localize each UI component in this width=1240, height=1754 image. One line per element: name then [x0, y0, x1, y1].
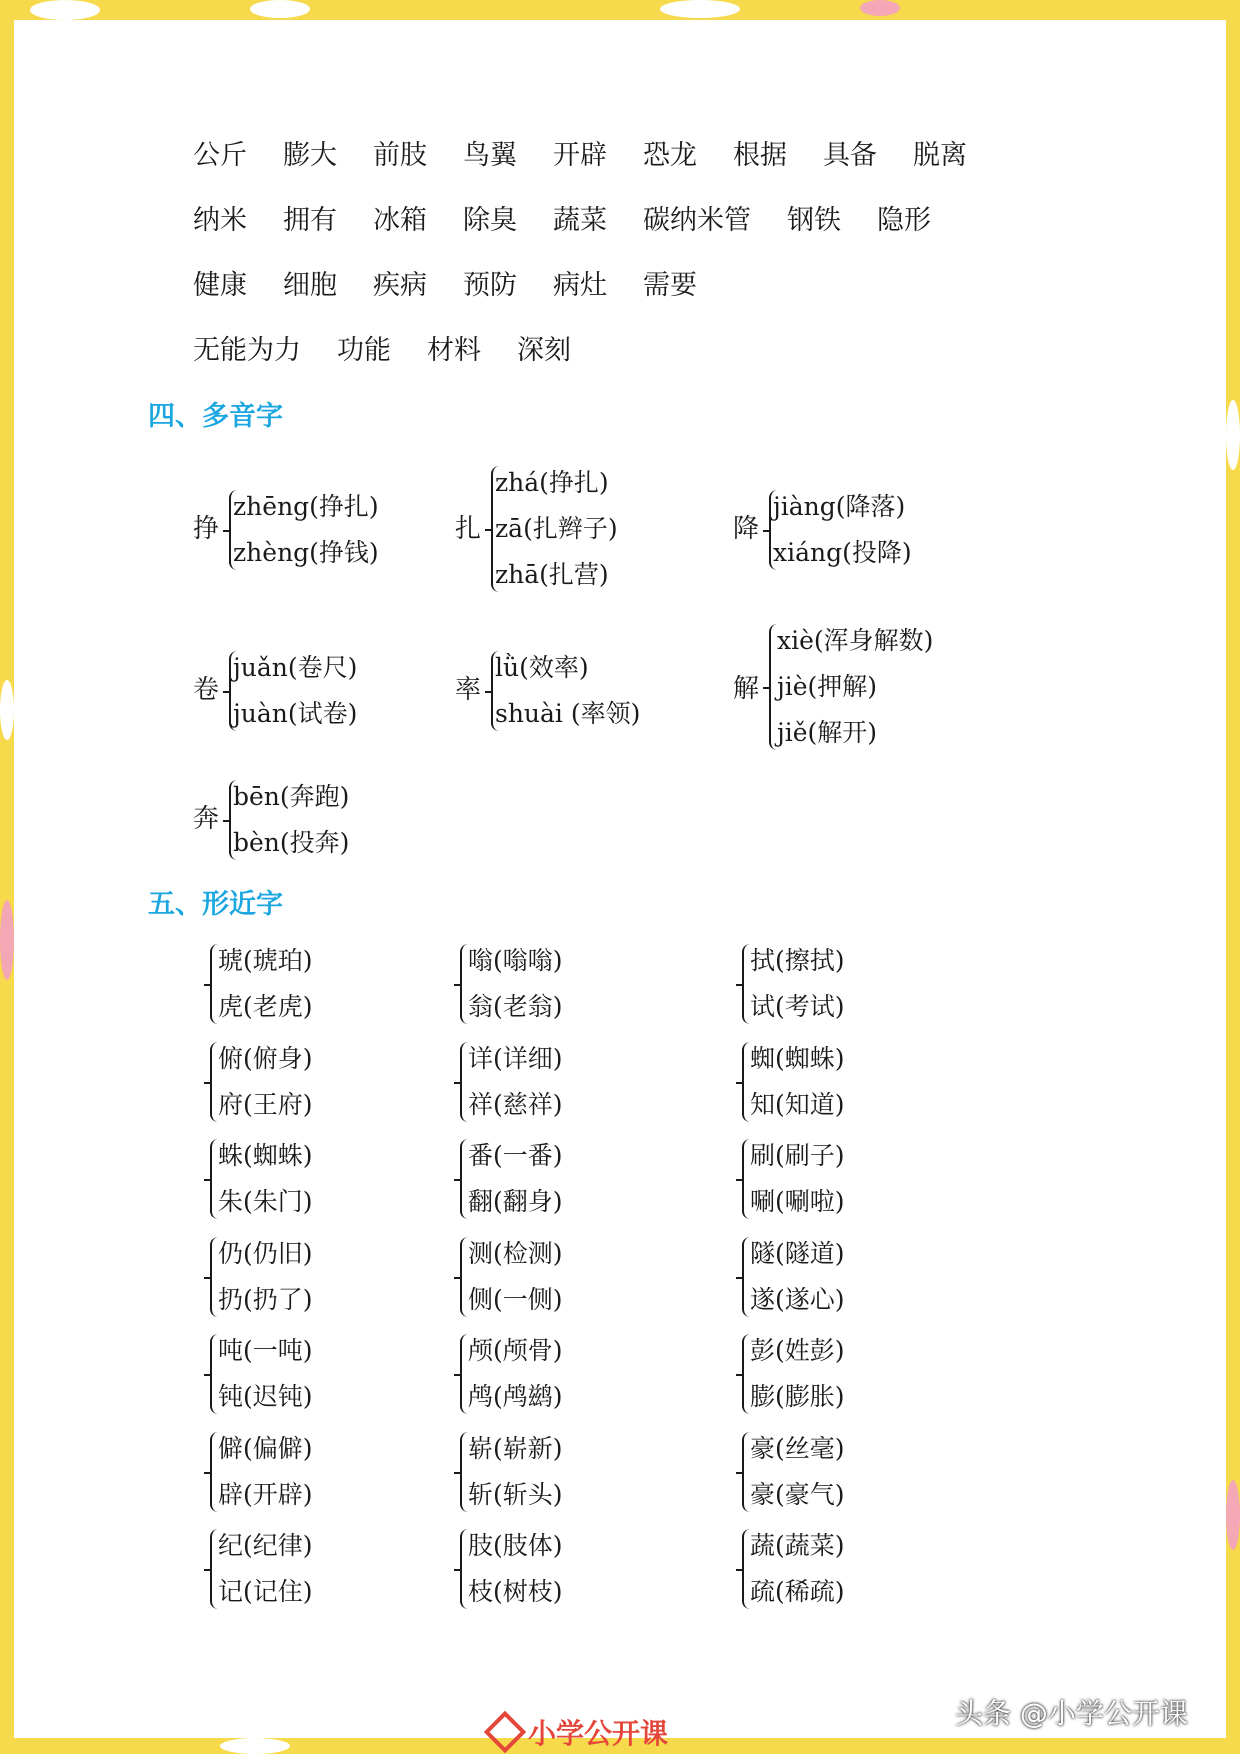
similar-word: 蔬(蔬菜): [750, 1531, 845, 1560]
similar-pair-words: [468, 1133, 563, 1225]
vocab-word: 鸟翼: [463, 140, 517, 171]
reading: zhèng(挣钱): [233, 538, 379, 567]
vocab-word: 疾病: [373, 270, 427, 301]
section-title-similar-chars: 五、形近字: [148, 889, 283, 920]
reading: zhēng(挣扎): [233, 492, 379, 521]
similar-word: 钝(迟钝): [218, 1382, 313, 1411]
similar-pair-words: [750, 938, 845, 1030]
similar-word: 颅(颅骨): [468, 1336, 563, 1365]
similar-word: 嗡(嗡嗡): [468, 946, 563, 975]
vocab-word: 碳纳米管: [643, 205, 751, 236]
similar-word: 膨(膨胀): [750, 1382, 845, 1411]
polyphone-readings: [773, 484, 912, 576]
vocab-word: 开辟: [553, 140, 607, 171]
polyphone-char: 解: [733, 674, 760, 704]
similar-word: 枝(树枝): [468, 1577, 563, 1606]
similar-word: 记(记住): [218, 1577, 313, 1606]
polyphone-char: 奔: [193, 804, 220, 834]
similar-pair-words: [218, 1231, 313, 1323]
logo-icon: [484, 1711, 526, 1753]
reading: juàn(试卷): [233, 699, 358, 728]
vocab-row-2: [193, 198, 967, 237]
polyphone-readings: [233, 645, 357, 737]
vocab-word: 脱离: [913, 140, 967, 171]
similar-word: 扔(扔了): [218, 1284, 313, 1314]
similar-pair-words: [218, 1426, 313, 1518]
similar-pair-words: [468, 1036, 563, 1128]
polyphone-readings: [777, 618, 933, 756]
polyphone-char: 降: [733, 514, 760, 544]
polyphone-readings: [233, 774, 349, 866]
similar-word: 俯(俯身): [218, 1043, 313, 1073]
similar-pair-words: [218, 1036, 313, 1128]
reading: jiàng(降落): [773, 492, 906, 521]
vocab-word: 需要: [643, 270, 697, 301]
reading: lǜ(效率): [495, 653, 589, 682]
vocab-word: 功能: [337, 335, 391, 366]
cloud-decoration: [0, 680, 14, 740]
vocab-row-1: [193, 133, 1003, 172]
similar-word: 疏(稀疏): [750, 1577, 845, 1606]
similar-word: 番(一番): [468, 1141, 563, 1170]
reading: zhá(挣扎): [495, 468, 609, 497]
similar-word: 鸬(鸬鹚): [468, 1382, 563, 1411]
similar-word: 崭(崭新): [468, 1433, 563, 1463]
vocab-word: 具备: [823, 140, 877, 171]
vocab-word: 隐形: [877, 205, 931, 236]
similar-word: 琥(琥珀): [218, 946, 313, 975]
vocab-row-4: [193, 328, 607, 367]
vocab-word: 材料: [427, 335, 481, 366]
similar-word: 纪(纪律): [218, 1531, 313, 1560]
similar-word: 肢(肢体): [468, 1531, 563, 1560]
similar-pair-words: [468, 1328, 563, 1420]
similar-word: 蛛(蜘蛛): [218, 1141, 313, 1170]
similar-word: 试(考试): [750, 992, 845, 1021]
polyphone-readings: [495, 460, 618, 598]
vocab-word: 蔬菜: [553, 205, 607, 236]
similar-pair-words: [750, 1231, 845, 1323]
similar-pair-words: [468, 1523, 563, 1615]
similar-word: 侧(一侧): [468, 1284, 563, 1314]
reading: jiè(押解): [777, 672, 878, 701]
similar-word: 彭(姓彭): [750, 1336, 845, 1365]
vocab-word: 除臭: [463, 205, 517, 236]
similar-word: 拭(擦拭): [750, 946, 845, 975]
similar-word: 唰(唰啦): [750, 1187, 845, 1216]
pink-dot-decoration: [1226, 1480, 1240, 1550]
similar-word: 豪(丝毫): [750, 1433, 845, 1463]
vocab-word: 细胞: [283, 270, 337, 301]
similar-word: 吨(一吨): [218, 1336, 313, 1365]
polyphone-char: 率: [455, 675, 482, 705]
polyphone-char: 扎: [455, 514, 482, 544]
reading: shuài (率领): [495, 699, 641, 728]
similar-word: 隧(隧道): [750, 1238, 845, 1268]
similar-word: 翁(老翁): [468, 992, 563, 1021]
similar-word: 僻(偏僻): [218, 1433, 313, 1463]
reading: zā(扎辫子): [495, 514, 618, 543]
vocab-word: 冰箱: [373, 205, 427, 236]
similar-pair-words: [468, 1426, 563, 1518]
cloud-decoration: [250, 0, 310, 18]
similar-word: 测(检测): [468, 1238, 563, 1268]
similar-pair-words: [218, 1133, 313, 1225]
similar-pair-words: [750, 1133, 845, 1225]
vocab-word: 钢铁: [787, 205, 841, 236]
vocab-word: 病灶: [553, 270, 607, 301]
similar-word: 刷(刷子): [750, 1141, 845, 1170]
vocab-word: 健康: [193, 270, 247, 301]
polyphone-char: 卷: [193, 675, 220, 705]
vocab-word: 深刻: [517, 335, 571, 366]
similar-pair-words: [468, 938, 563, 1030]
similar-word: 豪(豪气): [750, 1479, 845, 1509]
similar-word: 虎(老虎): [218, 992, 313, 1021]
cloud-decoration: [30, 0, 100, 20]
watermark: 头条 @小学公开课: [955, 1697, 1188, 1730]
similar-word: 详(详细): [468, 1043, 563, 1073]
vocab-word: 前肢: [373, 140, 427, 171]
reading: xiè(浑身解数): [777, 626, 934, 655]
pink-dot-decoration: [0, 900, 14, 980]
reading: bèn(投奔): [233, 828, 350, 857]
similar-word: 仍(仍旧): [218, 1238, 313, 1268]
similar-pair-words: [218, 1523, 313, 1615]
similar-word: 朱(朱门): [218, 1187, 313, 1216]
similar-pair-words: [218, 938, 313, 1030]
reading: jiě(解开): [777, 718, 878, 747]
reading: juǎn(卷尺): [233, 653, 358, 682]
pink-dot-decoration: [860, 0, 900, 16]
similar-word: 翻(翻身): [468, 1187, 563, 1216]
similar-pair-words: [218, 1328, 313, 1420]
vocab-word: 拥有: [283, 205, 337, 236]
logo-text: 小学公开课: [528, 1717, 669, 1750]
similar-pair-words: [750, 1328, 845, 1420]
footer-logo: [490, 1712, 710, 1752]
vocab-word: 无能为力: [193, 335, 301, 366]
vocab-word: 恐龙: [643, 140, 697, 171]
polyphone-char: 挣: [193, 514, 220, 544]
similar-pair-words: [468, 1231, 563, 1323]
polyphone-readings: [495, 645, 640, 737]
vocab-word: 根据: [733, 140, 787, 171]
similar-word: 蜘(蜘蛛): [750, 1043, 845, 1073]
vocab-word: 膨大: [283, 140, 337, 171]
reading: bēn(奔跑): [233, 782, 350, 811]
similar-word: 斩(斩头): [468, 1479, 563, 1509]
cloud-decoration: [660, 0, 740, 18]
vocab-word: 纳米: [193, 205, 247, 236]
similar-pair-words: [750, 1523, 845, 1615]
similar-word: 知(知道): [750, 1089, 845, 1119]
similar-pair-words: [750, 1426, 845, 1518]
section-title-polyphones: 四、多音字: [148, 401, 283, 432]
vocab-word: 公斤: [193, 140, 247, 171]
similar-word: 府(王府): [218, 1089, 313, 1119]
similar-pair-words: [750, 1036, 845, 1128]
reading: zhā(扎营): [495, 560, 609, 589]
similar-word: 祥(慈祥): [468, 1089, 563, 1119]
reading: xiáng(投降): [773, 538, 912, 567]
vocab-row-3: [193, 263, 733, 302]
vocab-word: 预防: [463, 270, 517, 301]
similar-word: 遂(遂心): [750, 1284, 845, 1314]
similar-word: 辟(开辟): [218, 1479, 313, 1509]
cloud-decoration: [220, 1738, 290, 1754]
cloud-decoration: [1226, 400, 1240, 470]
polyphone-readings: [233, 484, 379, 576]
